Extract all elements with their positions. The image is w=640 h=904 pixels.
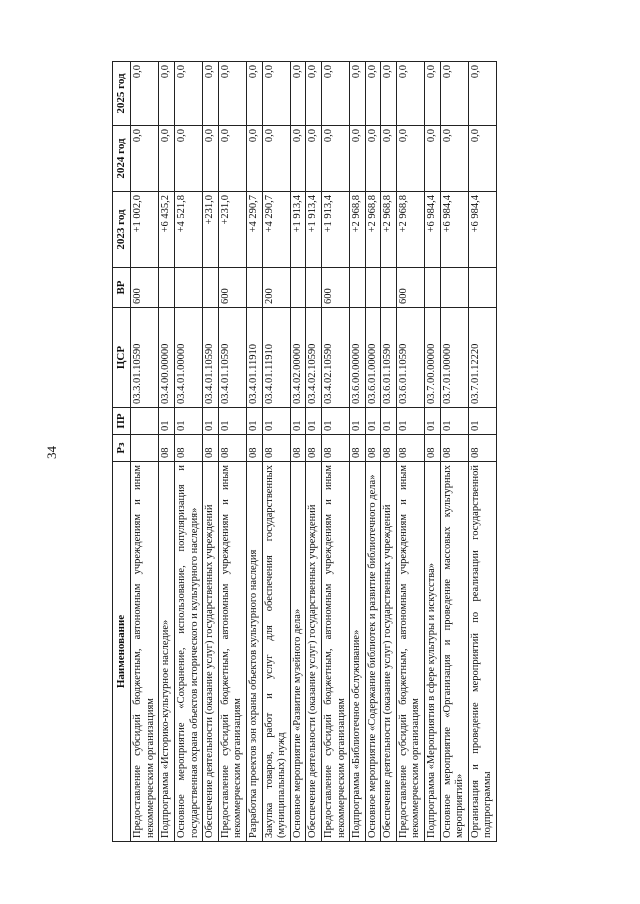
row-rz-cell: 08 <box>381 435 397 462</box>
table-row <box>425 62 441 842</box>
row-2023-cell: +6 435,2 <box>159 192 175 268</box>
row-pr-cell: 01 <box>350 408 366 435</box>
row-vr-cell <box>350 268 366 308</box>
header-year-2025: 2025 год <box>113 62 131 126</box>
row-vr-cell <box>246 268 262 308</box>
row-csr-cell: 03.4.01.11910 <box>246 308 262 408</box>
row-rz-cell: 08 <box>218 435 246 462</box>
table-row <box>396 62 424 842</box>
table-row <box>131 62 159 842</box>
row-2024-cell: 0,0 <box>203 126 219 192</box>
row-2023-cell: +1 002,0 <box>131 192 159 268</box>
row-pr-cell: 01 <box>262 408 290 435</box>
table-row <box>365 62 381 842</box>
table-row <box>321 62 349 842</box>
row-csr-cell: 03.4.02.10590 <box>321 308 349 408</box>
row-2025-cell: 0,0 <box>159 62 175 126</box>
row-csr-cell: 03.4.02.00000 <box>290 308 306 408</box>
table-row <box>381 62 397 842</box>
table-row <box>262 62 290 842</box>
header-csr: ЦСР <box>113 308 131 408</box>
row-2025-cell: 0,0 <box>321 62 349 126</box>
row-2024-cell: 0,0 <box>159 126 175 192</box>
row-rz-cell: 08 <box>350 435 366 462</box>
row-2025-cell: 0,0 <box>440 62 468 126</box>
row-2023-cell: +4 290,7 <box>246 192 262 268</box>
row-2025-cell: 0,0 <box>203 62 219 126</box>
row-2025-cell: 0,0 <box>262 62 290 126</box>
rotated-page-content <box>112 62 616 842</box>
table-row <box>440 62 468 842</box>
row-name-cell: Подпрограмма «Мероприятия в сфере культуры и искусства» <box>425 462 441 842</box>
row-vr-cell: 600 <box>218 268 246 308</box>
row-vr-cell <box>365 268 381 308</box>
row-csr-cell: 03.7.00.00000 <box>425 308 441 408</box>
row-pr-cell: 01 <box>440 408 468 435</box>
row-name-cell: Предоставление субсидий бюджетным, автономным учреждениям и иным некоммерческим организациям <box>131 462 159 842</box>
row-name-cell: Организация и проведение мероприятий по реализации государственной подпрограммы <box>468 462 496 842</box>
row-2023-cell: +2 968,8 <box>381 192 397 268</box>
row-csr-cell: 03.4.01.00000 <box>174 308 202 408</box>
row-vr-cell <box>290 268 306 308</box>
row-2023-cell: +2 968,8 <box>365 192 381 268</box>
row-rz-cell: 08 <box>425 435 441 462</box>
row-2024-cell: 0,0 <box>440 126 468 192</box>
table-row <box>350 62 366 842</box>
row-csr-cell: 03.6.01.10590 <box>396 308 424 408</box>
row-vr-cell <box>381 268 397 308</box>
table-row <box>246 62 262 842</box>
row-2025-cell: 0,0 <box>350 62 366 126</box>
row-csr-cell: 03.7.01.00000 <box>440 308 468 408</box>
row-csr-cell: 03.6.01.10590 <box>381 308 397 408</box>
table-row <box>203 62 219 842</box>
row-rz-cell: 08 <box>468 435 496 462</box>
row-2025-cell: 0,0 <box>468 62 496 126</box>
row-rz-cell: 08 <box>321 435 349 462</box>
row-name-cell: Обеспечение деятельности (оказание услуг) государственных учреждений <box>306 462 322 842</box>
row-csr-cell: 03.4.02.10590 <box>306 308 322 408</box>
row-rz-cell: 08 <box>365 435 381 462</box>
row-2023-cell: +6 984,4 <box>440 192 468 268</box>
table-body <box>131 62 497 842</box>
row-name-cell: Основное мероприятие «Организация и проведение массовых культурных мероприятий» <box>440 462 468 842</box>
table-row <box>174 62 202 842</box>
row-2023-cell: +4 521,8 <box>174 192 202 268</box>
row-rz-cell <box>131 435 159 462</box>
row-pr-cell: 01 <box>306 408 322 435</box>
row-name-cell: Предоставление субсидий бюджетным, автономным учреждениям и иным некоммерческим организациям <box>218 462 246 842</box>
row-rz-cell: 08 <box>262 435 290 462</box>
row-2024-cell: 0,0 <box>174 126 202 192</box>
table-row <box>159 62 175 842</box>
row-2023-cell: +6 984,4 <box>425 192 441 268</box>
row-name-cell: Предоставление субсидий бюджетным, автономным учреждениям и иным некоммерческим организациям <box>321 462 349 842</box>
row-2023-cell: +1 913,4 <box>306 192 322 268</box>
row-2024-cell: 0,0 <box>396 126 424 192</box>
row-csr-cell: 03.6.01.00000 <box>365 308 381 408</box>
row-vr-cell: 600 <box>131 268 159 308</box>
row-name-cell: Подпрограмма «Библиотечное обслуживание» <box>350 462 366 842</box>
row-2024-cell: 0,0 <box>218 126 246 192</box>
row-2023-cell: +2 968,8 <box>350 192 366 268</box>
row-2025-cell: 0,0 <box>365 62 381 126</box>
row-vr-cell <box>440 268 468 308</box>
header-name: Наименование <box>113 462 131 842</box>
row-2024-cell: 0,0 <box>290 126 306 192</box>
row-2025-cell: 0,0 <box>131 62 159 126</box>
row-vr-cell <box>159 268 175 308</box>
row-pr-cell: 01 <box>365 408 381 435</box>
row-vr-cell: 600 <box>396 268 424 308</box>
row-name-cell: Разработка проектов зон охраны объектов культурного наследия <box>246 462 262 842</box>
row-2023-cell: +2 968,8 <box>396 192 424 268</box>
row-name-cell: Подпрограмма «Историко-культурное наследие» <box>159 462 175 842</box>
row-csr-cell: 03.6.00.00000 <box>350 308 366 408</box>
table-row <box>290 62 306 842</box>
row-2023-cell: +231,0 <box>203 192 219 268</box>
row-2024-cell: 0,0 <box>365 126 381 192</box>
table-row <box>468 62 496 842</box>
row-2025-cell: 0,0 <box>246 62 262 126</box>
page-number: 34 <box>44 446 59 459</box>
row-pr-cell: 01 <box>396 408 424 435</box>
row-vr-cell: 600 <box>321 268 349 308</box>
row-rz-cell: 08 <box>440 435 468 462</box>
row-2024-cell: 0,0 <box>425 126 441 192</box>
row-vr-cell <box>306 268 322 308</box>
budget-table <box>112 61 497 842</box>
row-pr-cell: 01 <box>321 408 349 435</box>
row-name-cell: Основное мероприятие «Сохранение, использование, популяризация и государственная охрана объектов исторического и культурного наследия» <box>174 462 202 842</box>
row-2023-cell: +1 913,4 <box>290 192 306 268</box>
row-2024-cell: 0,0 <box>262 126 290 192</box>
row-csr-cell: 03.4.01.10590 <box>218 308 246 408</box>
row-2025-cell: 0,0 <box>396 62 424 126</box>
row-name-cell: Обеспечение деятельности (оказание услуг) государственных учреждений <box>203 462 219 842</box>
row-2025-cell: 0,0 <box>174 62 202 126</box>
header-year-2024: 2024 год <box>113 126 131 192</box>
row-pr-cell: 01 <box>425 408 441 435</box>
header-vr: ВР <box>113 268 131 308</box>
row-name-cell: Основное мероприятие «Развитие музейного дела» <box>290 462 306 842</box>
row-2024-cell: 0,0 <box>246 126 262 192</box>
row-2025-cell: 0,0 <box>218 62 246 126</box>
row-pr-cell: 01 <box>159 408 175 435</box>
row-name-cell: Обеспечение деятельности (оказание услуг) государственных учреждений <box>381 462 397 842</box>
row-rz-cell: 08 <box>290 435 306 462</box>
row-csr-cell: 03.7.01.12220 <box>468 308 496 408</box>
row-vr-cell <box>468 268 496 308</box>
header-pr: ПР <box>113 408 131 435</box>
row-vr-cell <box>425 268 441 308</box>
row-2025-cell: 0,0 <box>425 62 441 126</box>
row-vr-cell <box>174 268 202 308</box>
row-pr-cell: 01 <box>203 408 219 435</box>
row-pr-cell: 01 <box>290 408 306 435</box>
row-pr-cell: 01 <box>246 408 262 435</box>
row-2023-cell: +4 290,7 <box>262 192 290 268</box>
row-rz-cell: 08 <box>246 435 262 462</box>
row-rz-cell: 08 <box>396 435 424 462</box>
row-2024-cell: 0,0 <box>321 126 349 192</box>
row-rz-cell: 08 <box>174 435 202 462</box>
row-rz-cell: 08 <box>159 435 175 462</box>
row-pr-cell: 01 <box>468 408 496 435</box>
row-vr-cell: 200 <box>262 268 290 308</box>
table-row <box>218 62 246 842</box>
row-2024-cell: 0,0 <box>131 126 159 192</box>
table-header-row <box>113 62 131 842</box>
row-2024-cell: 0,0 <box>381 126 397 192</box>
row-pr-cell: 01 <box>218 408 246 435</box>
row-vr-cell <box>203 268 219 308</box>
row-pr-cell: 01 <box>174 408 202 435</box>
row-rz-cell: 08 <box>203 435 219 462</box>
row-2023-cell: +231,0 <box>218 192 246 268</box>
row-csr-cell: 03.4.01.11910 <box>262 308 290 408</box>
row-2023-cell: +6 984,4 <box>468 192 496 268</box>
row-2024-cell: 0,0 <box>306 126 322 192</box>
row-2024-cell: 0,0 <box>350 126 366 192</box>
row-csr-cell: 03.4.00.00000 <box>159 308 175 408</box>
row-csr-cell: 03.3.01.10590 <box>131 308 159 408</box>
header-year-2023: 2023 год <box>113 192 131 268</box>
table-row <box>306 62 322 842</box>
row-2025-cell: 0,0 <box>381 62 397 126</box>
row-csr-cell: 03.4.01.10590 <box>203 308 219 408</box>
row-pr-cell: 01 <box>381 408 397 435</box>
row-2023-cell: +1 913,4 <box>321 192 349 268</box>
row-2024-cell: 0,0 <box>468 126 496 192</box>
row-name-cell: Закупка товаров, работ и услуг для обеспечения государственных (муниципальных) нужд <box>262 462 290 842</box>
row-pr-cell <box>131 408 159 435</box>
row-name-cell: Предоставление субсидий бюджетным, автономным учреждениям и иным некоммерческим организациям <box>396 462 424 842</box>
header-rz: Рз <box>113 435 131 462</box>
row-2025-cell: 0,0 <box>290 62 306 126</box>
row-rz-cell: 08 <box>306 435 322 462</box>
row-2025-cell: 0,0 <box>306 62 322 126</box>
row-name-cell: Основное мероприятие «Содержание библиотек и развитие библиотечного дела» <box>365 462 381 842</box>
